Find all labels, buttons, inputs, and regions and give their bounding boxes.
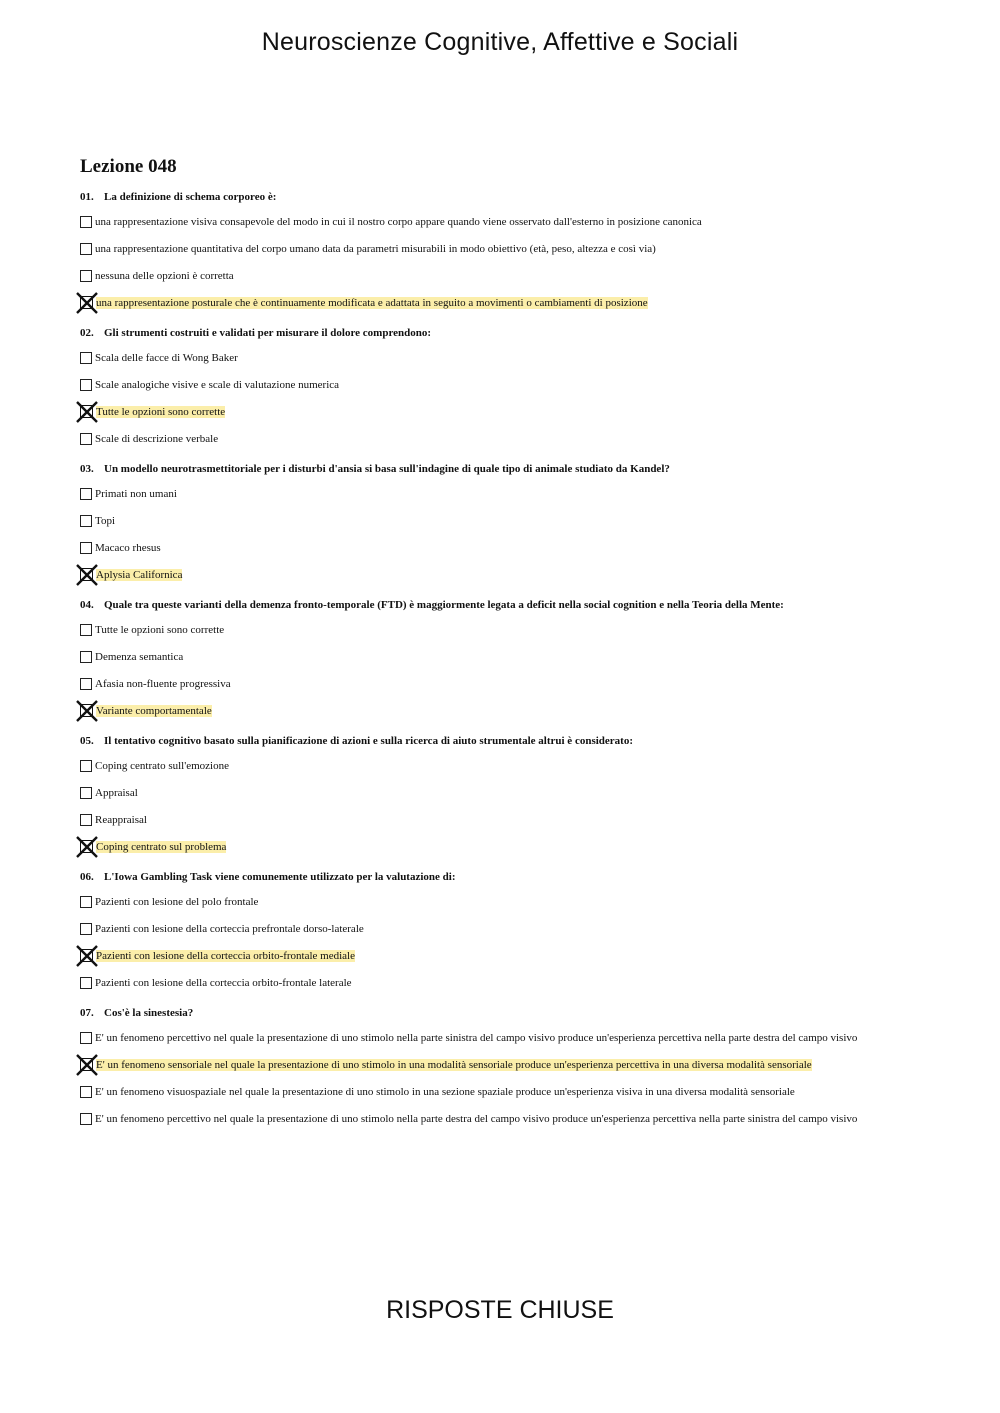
checkbox[interactable] [80,1086,92,1098]
answer-option [80,759,900,773]
checkbox[interactable] [80,488,92,500]
answer-option [80,677,900,691]
checkbox[interactable] [80,814,92,826]
cross-mark-icon [76,945,98,967]
answer-option [80,514,900,528]
checkbox[interactable] [80,542,92,554]
answer-label: Topi [95,515,116,527]
answer-option [80,949,900,963]
checkbox[interactable] [80,678,92,690]
page-footer-title: RISPOSTE CHIUSE [386,1296,614,1324]
checkbox[interactable] [80,1032,92,1044]
page-header-title: Neuroscienze Cognitive, Affettive e Sociali [261,28,739,56]
answer-option [80,269,900,283]
answer-option [80,296,900,310]
answer-option [80,351,900,365]
question-block [80,1006,900,1126]
answer-option [80,650,900,664]
answer-option [80,215,900,229]
checkbox[interactable] [80,977,92,989]
question-block [80,734,900,854]
answer-label: Tutte le opzioni sono corrette [95,624,225,636]
question-text [80,1006,900,1021]
checkbox[interactable] [80,379,92,391]
question-text [80,190,900,205]
question-label: La definizione di schema corporeo è: [104,191,277,203]
checkbox[interactable] [80,216,92,228]
question-number: 05. [80,735,94,747]
answer-label: E' un fenomeno visuospaziale nel quale la presentazione di uno stimolo in una sezione spaziale produce un'esperienza visiva in una diversa modalità sensoriale [95,1086,795,1098]
answer-label: una rappresentazione visiva consapevole del modo in cui il nostro corpo appare quando viene osservato dall'esterno in posizione canonica [95,216,702,228]
checkbox[interactable] [80,624,92,636]
answer-label: Scala delle facce di Wong Baker [95,352,238,364]
answer-label: Reappraisal [95,814,147,826]
checkbox[interactable] [80,243,92,255]
answer-label: Macaco rhesus [95,542,161,554]
question-block [80,326,900,446]
checked-checkbox[interactable] [80,568,93,581]
cross-mark-icon [76,564,98,586]
selected-answer-label: Pazienti con lesione della corteccia orbito-frontale mediale [96,950,355,962]
lesson-title: Lezione 048 [80,156,177,177]
answer-label: Scale analogiche visive e scale di valutazione numerica [95,379,340,391]
answer-option [80,922,900,936]
question-block [80,190,900,310]
answer-label: nessuna delle opzioni è corretta [95,270,234,282]
answer-label: E' un fenomeno percettivo nel quale la presentazione di uno stimolo nella parte sinistra del campo visivo produce un'esperienza percettiva nella parte destra del campo visivo [95,1032,858,1044]
answer-option [80,623,900,637]
cross-mark-icon [76,1054,98,1076]
answer-option [80,568,900,582]
answer-option [80,541,900,555]
checkbox[interactable] [80,515,92,527]
checkbox[interactable] [80,433,92,445]
selected-answer-label: Variante comportamentale [96,705,212,717]
selected-answer-label: E' un fenomeno sensoriale nel quale la presentazione di uno stimolo in una modalità sensoriale produce un'esperienza percettiva in una diversa modalità sensoriale [96,1059,812,1071]
selected-answer-label: Aplysia Californica [96,569,183,581]
question-number: 02. [80,327,94,339]
answer-option [80,1085,900,1099]
answer-option [80,1112,900,1126]
question-number: 07. [80,1007,94,1019]
cross-mark-icon [76,292,98,314]
answer-label: Primati non umani [95,488,177,500]
question-block [80,462,900,582]
answer-label: una rappresentazione quantitativa del corpo umano data da parametri misurabili in modo obiettivo (età, peso, altezza e così via) [95,243,656,255]
checkbox[interactable] [80,896,92,908]
question-text [80,462,900,477]
answer-option [80,895,900,909]
answer-label: Demenza semantica [95,651,184,663]
question-label: Gli strumenti costruiti e validati per misurare il dolore comprendono: [104,327,432,339]
question-text [80,870,900,885]
selected-answer-label: una rappresentazione posturale che è continuamente modificata e adattata in seguito a movimenti o cambiamenti di posizione [96,297,648,309]
answer-option [80,242,900,256]
cross-mark-icon [76,836,98,858]
question-label: Quale tra queste varianti della demenza fronto-temporale (FTD) è maggiormente legata a deficit nella social cognition e nella Teoria della Mente: [104,599,784,611]
checkbox[interactable] [80,270,92,282]
answer-label: Coping centrato sull'emozione [95,760,229,772]
checkbox[interactable] [80,352,92,364]
quiz-content [80,154,900,1142]
question-number: 01. [80,191,94,203]
answer-option [80,378,900,392]
answer-label: Pazienti con lesione della corteccia orbito-frontale laterale [95,977,352,989]
selected-answer-label: Coping centrato sul problema [96,841,227,853]
answer-label: Scale di descrizione verbale [95,433,219,445]
answer-option [80,786,900,800]
checked-checkbox[interactable] [80,296,93,309]
answer-label: Appraisal [95,787,138,799]
answer-label: E' un fenomeno percettivo nel quale la presentazione di uno stimolo nella parte destra del campo visivo produce un'esperienza percettiva nella parte sinistra del campo visivo [95,1113,858,1125]
checkbox[interactable] [80,651,92,663]
answer-option [80,1058,900,1072]
question-block [80,598,900,718]
answer-label: Afasia non-fluente progressiva [95,678,231,690]
selected-answer-label: Tutte le opzioni sono corrette [96,406,226,418]
question-number: 03. [80,463,94,475]
answer-option [80,840,900,854]
answer-option [80,704,900,718]
checkbox[interactable] [80,760,92,772]
checked-checkbox[interactable] [80,405,93,418]
question-number: 06. [80,871,94,883]
checked-checkbox[interactable] [80,1058,93,1071]
cross-mark-icon [76,401,98,423]
answer-option [80,1031,900,1045]
answer-option [80,976,900,990]
checked-checkbox[interactable] [80,949,93,962]
checkbox[interactable] [80,1113,92,1125]
answer-option [80,432,900,446]
question-label: Cos'è la sinestesia? [104,1007,194,1019]
cross-mark-icon [76,700,98,722]
answer-label: Pazienti con lesione del polo frontale [95,896,259,908]
answer-option [80,487,900,501]
question-label: L'Iowa Gambling Task viene comunemente utilizzato per la valutazione di: [104,871,456,883]
question-number: 04. [80,599,94,611]
question-text [80,326,900,341]
answer-option [80,405,900,419]
checked-checkbox[interactable] [80,840,93,853]
question-list [80,190,900,1126]
checkbox[interactable] [80,787,92,799]
question-label: Un modello neurotrasmettitoriale per i disturbi d'ansia si basa sull'indagine di quale tipo di animale studiato da Kandel? [104,463,670,475]
question-block [80,870,900,990]
question-text [80,734,900,749]
question-text [80,598,900,613]
answer-label: Pazienti con lesione della corteccia prefrontale dorso-laterale [95,923,364,935]
checked-checkbox[interactable] [80,704,93,717]
question-label: Il tentativo cognitivo basato sulla pianificazione di azioni e sulla ricerca di aiuto strumentale altrui è considerato: [104,735,633,747]
answer-option [80,813,900,827]
checkbox[interactable] [80,923,92,935]
